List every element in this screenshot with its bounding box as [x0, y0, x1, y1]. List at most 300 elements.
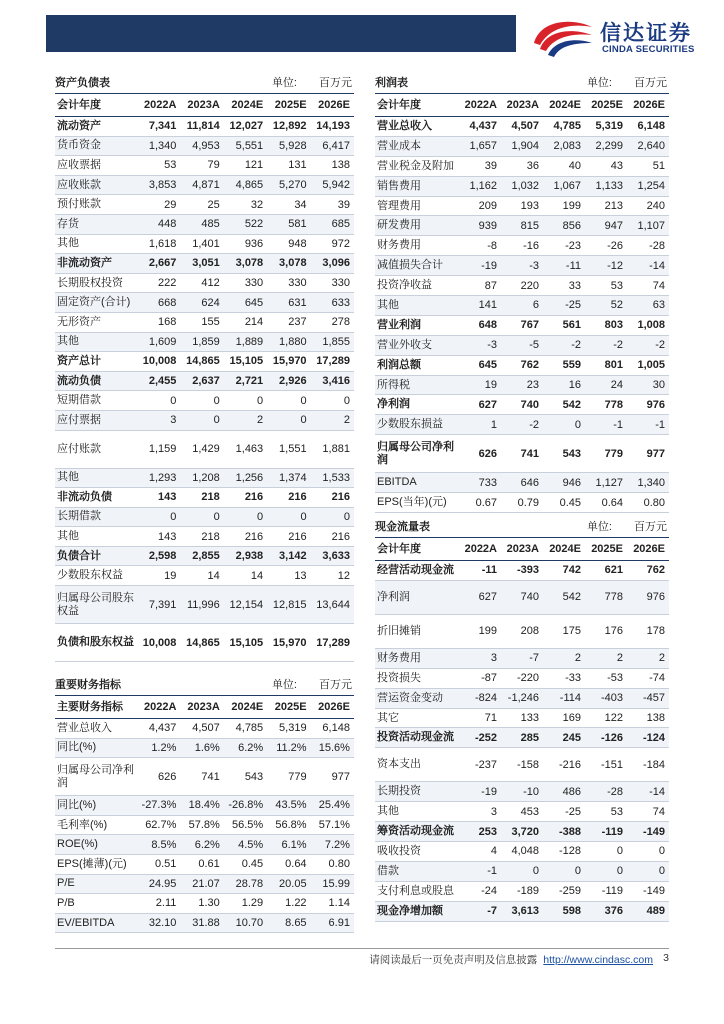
row-label: 少数股东损益 [377, 418, 443, 431]
row-value: 1.14 [328, 897, 350, 910]
table-row [375, 376, 669, 396]
header-year: 2024E [231, 99, 264, 111]
row-value: 2 [343, 414, 350, 427]
row-value: 24.95 [148, 877, 177, 890]
table-row [375, 802, 669, 822]
table-row [375, 902, 669, 922]
row-value: 4,953 [192, 139, 220, 152]
row-label: 现金净增加额 [377, 904, 443, 917]
header-label: 会计年度 [377, 542, 421, 555]
table-row [55, 254, 354, 274]
row-value: 11,996 [186, 598, 220, 611]
table-row [55, 137, 354, 157]
row-value: -128 [558, 845, 581, 858]
row-value: 43 [610, 160, 623, 173]
row-value: 19 [164, 569, 177, 582]
disclaimer-text: 请阅读最后一页免责声明及信息披露 [369, 954, 538, 966]
row-value: -119 [601, 825, 623, 838]
row-value: -2 [613, 339, 623, 352]
row-label: 货币资金 [57, 139, 101, 152]
table-row [55, 875, 354, 895]
row-value: 543 [244, 770, 264, 783]
unit-group [272, 74, 354, 90]
table-body [55, 719, 354, 933]
row-value: 56.5% [231, 819, 264, 832]
table-row [55, 855, 354, 875]
row-value: -16 [523, 239, 539, 252]
row-value: 685 [331, 218, 350, 231]
row-label: 少数股东权益 [57, 569, 123, 582]
row-label: 流动负债 [57, 374, 101, 387]
row-value: 4,785 [553, 120, 581, 133]
header-label: 主要财务指标 [57, 700, 123, 713]
row-value: -1 [655, 418, 665, 431]
row-value: 138 [331, 159, 350, 172]
row-label: 营业利润 [377, 318, 421, 331]
row-value: 2,667 [148, 257, 177, 270]
row-value: 74 [652, 279, 665, 292]
row-value: 199 [478, 625, 497, 638]
row-value: 3,416 [322, 375, 350, 388]
row-label: 归属母公司净利润 [57, 763, 134, 789]
row-label: 无形资产 [57, 315, 101, 328]
table-row [375, 709, 669, 729]
row-value: 12 [337, 569, 350, 582]
row-value: 213 [604, 200, 623, 212]
row-value: 141 [478, 299, 497, 312]
row-value: -7 [529, 652, 539, 665]
row-value: -126 [600, 731, 623, 744]
row-value: 8.65 [285, 917, 307, 930]
row-value: 0.45 [559, 496, 581, 509]
row-value: 6.2% [238, 741, 264, 754]
row-value: 1,401 [192, 237, 220, 250]
row-label: 资本支出 [377, 758, 421, 771]
table-row [375, 157, 669, 177]
website-link[interactable]: http://www.cindasc.com [543, 954, 653, 966]
row-label: 吸收投资 [377, 844, 421, 857]
row-value: 1,881 [322, 443, 350, 455]
row-label: 投资活动现金流 [377, 731, 454, 744]
row-value: 15,105 [229, 355, 264, 368]
header-year: 2025E [274, 701, 307, 713]
row-value: 4,507 [192, 722, 220, 735]
row-value: 3,633 [322, 550, 350, 563]
row-value: 168 [158, 316, 177, 329]
table-row [55, 176, 354, 196]
table-row [55, 313, 354, 333]
row-value: 0 [616, 845, 623, 858]
row-value: -87 [481, 672, 497, 685]
row-value: 30 [652, 379, 665, 392]
row-value: 1,133 [595, 180, 623, 193]
row-value: 1,067 [553, 180, 581, 193]
table-title: 重要财务指标 [55, 679, 121, 691]
row-label: 应付票据 [57, 413, 101, 426]
header-year: 2023A [187, 99, 220, 111]
row-value: 10,008 [142, 355, 177, 368]
row-value: 121 [244, 159, 264, 172]
row-value: 3,853 [148, 179, 177, 192]
row-label: 其它 [377, 711, 399, 724]
row-value: 14 [207, 569, 220, 582]
table-body [55, 117, 354, 662]
row-value: 3 [490, 652, 497, 665]
header-label: 会计年度 [57, 98, 101, 111]
row-value: -12 [607, 259, 623, 272]
row-value: -27.3% [141, 799, 177, 812]
row-value: 2.11 [155, 897, 177, 910]
row-value: 972 [331, 237, 350, 250]
header-year: 2022A [464, 543, 497, 555]
row-value: -114 [559, 692, 581, 705]
brand-name-cn: 信达证券 [600, 21, 692, 45]
table-row [55, 527, 354, 547]
row-value: 936 [244, 237, 264, 250]
row-value: 3,613 [511, 905, 539, 918]
row-value: 218 [201, 491, 220, 504]
cinda-logo-icon [530, 13, 596, 57]
row-value: 138 [646, 712, 665, 724]
row-value: 56.8% [275, 819, 307, 832]
row-value: 2,855 [192, 550, 220, 563]
row-value: 645 [478, 359, 497, 372]
row-value: 762 [520, 359, 539, 372]
table-row [55, 195, 354, 215]
row-value: 4,507 [511, 120, 539, 133]
row-value: 143 [158, 530, 177, 543]
row-value: 29 [164, 198, 177, 211]
cash-flow-table [375, 515, 669, 922]
row-value: 25.4% [318, 799, 350, 812]
row-value: 1,340 [148, 139, 177, 152]
row-label: 经营活动现金流 [377, 563, 454, 576]
row-value: 253 [478, 825, 497, 838]
header-year: 2022A [143, 701, 177, 713]
table-row [375, 561, 669, 581]
row-value: -151 [600, 758, 623, 771]
row-value: 193 [520, 200, 539, 212]
header-year: 2024E [231, 701, 264, 713]
row-value: 2,455 [148, 375, 177, 388]
row-value: 1,256 [235, 471, 264, 484]
row-label: P/E [57, 877, 75, 890]
row-label: 负债和股东权益 [57, 636, 134, 649]
row-value: 245 [562, 731, 581, 744]
row-value: 2 [616, 652, 623, 665]
row-value: 175 [562, 625, 581, 638]
row-label: 支付利息或股息 [377, 884, 454, 897]
row-value: 2 [658, 652, 665, 665]
brand-name-en: CINDA SECURITIES [602, 44, 695, 55]
header-year: 2024E [549, 99, 581, 111]
row-value: -216 [558, 758, 581, 771]
row-label: 非流动负债 [57, 490, 112, 503]
row-value: 71 [484, 712, 497, 724]
row-value: 1.6% [194, 741, 220, 754]
row-value: 51 [652, 160, 665, 173]
row-value: 131 [288, 159, 307, 172]
row-value: 0 [257, 510, 264, 523]
row-value: 627 [478, 398, 497, 411]
row-value: 10,008 [142, 636, 177, 649]
header-banner [46, 15, 516, 52]
row-value: 2,721 [235, 375, 264, 388]
row-value: 15,105 [229, 636, 264, 649]
row-value: 668 [158, 296, 177, 309]
row-label: 其他 [377, 298, 399, 311]
row-value: 485 [201, 218, 220, 231]
row-value: 0.45 [241, 858, 264, 871]
row-value: 1 [490, 418, 497, 431]
table-row [375, 581, 669, 615]
table-row [55, 624, 354, 662]
table-header-row [375, 94, 669, 117]
table-row [375, 316, 669, 336]
row-value: 0.67 [475, 496, 497, 509]
row-value: 1.2% [151, 741, 177, 754]
table-row [375, 669, 669, 689]
row-value: 0 [574, 418, 581, 431]
row-value: -7 [487, 905, 497, 918]
table-row [375, 782, 669, 802]
row-value: -1,246 [507, 692, 539, 705]
row-value: 53 [610, 279, 623, 292]
unit-label: 单位: [271, 77, 297, 89]
table-row [375, 493, 669, 513]
row-value: 18.4% [188, 799, 220, 812]
row-value: 12,892 [272, 120, 307, 133]
row-value: 25 [207, 198, 220, 211]
row-value: 1,463 [235, 443, 264, 455]
row-value: 143 [158, 491, 177, 504]
unit-group [587, 74, 669, 90]
row-value: 1,618 [148, 237, 177, 250]
table-row [55, 431, 354, 469]
row-value: 24 [610, 379, 623, 392]
table-row [55, 566, 354, 586]
row-value: 0 [300, 414, 307, 427]
row-value: 1,005 [637, 359, 665, 372]
row-value: 801 [604, 359, 623, 372]
row-value: 448 [158, 218, 177, 231]
table-row [375, 236, 669, 256]
row-value: 19 [484, 379, 497, 392]
table-header-row [55, 696, 354, 719]
row-value: 15,970 [272, 636, 307, 649]
row-label: 应收票据 [57, 158, 101, 171]
row-value: -457 [642, 692, 665, 705]
row-value: -189 [516, 885, 539, 898]
row-value: 581 [288, 218, 307, 231]
row-value: 740 [520, 591, 539, 604]
table-row [55, 117, 354, 137]
row-value: 542 [562, 398, 581, 411]
row-value: 216 [288, 491, 307, 504]
row-value: 815 [520, 219, 539, 232]
row-label: 流动资产 [57, 119, 101, 132]
table-row [55, 586, 354, 624]
income-statement-table [375, 71, 669, 513]
header-year: 2025E [591, 99, 623, 111]
row-value: 1,254 [637, 180, 665, 193]
row-value: 762 [646, 564, 665, 577]
row-value: 486 [562, 785, 581, 798]
table-row [55, 796, 354, 816]
unit-value: 百万元 [634, 77, 667, 89]
table-row [375, 216, 669, 236]
row-value: 3 [490, 805, 497, 818]
table-row [55, 469, 354, 489]
row-label: 其他 [57, 335, 79, 348]
table-row [55, 816, 354, 836]
row-label: 投资净收益 [377, 279, 432, 292]
unit-label: 单位: [586, 521, 612, 533]
unit-value: 百万元 [319, 77, 352, 89]
row-value: 17,289 [316, 636, 350, 649]
row-value: 0.80 [328, 858, 350, 871]
row-label: 财务费用 [377, 239, 421, 252]
header-year: 2022A [143, 99, 177, 111]
row-value: 222 [158, 277, 177, 290]
row-label: 应收账款 [57, 178, 101, 191]
table-body [375, 117, 669, 513]
row-label: 长期借款 [57, 510, 101, 523]
row-value: 169 [562, 712, 581, 724]
table-header-row [55, 94, 354, 117]
row-value: 53 [164, 159, 177, 172]
row-value: 13 [294, 569, 307, 582]
row-value: 2,637 [192, 375, 220, 388]
row-value: 7.2% [324, 838, 350, 851]
row-label: 其他 [57, 237, 79, 250]
table-row [375, 117, 669, 137]
row-value: 733 [478, 476, 497, 489]
row-value: -11 [481, 564, 497, 577]
header-year: 2024E [549, 543, 581, 555]
row-value: 43.5% [275, 799, 307, 812]
row-value: 6.1% [281, 838, 307, 851]
row-value: 33 [568, 279, 581, 292]
row-value: -259 [558, 885, 581, 898]
row-value: 778 [604, 398, 623, 411]
table-title-row [55, 673, 354, 696]
row-label: EPS(摊薄)(元) [57, 857, 127, 870]
row-label: 筹资活动现金流 [377, 825, 454, 838]
header-year: 2026E [318, 99, 350, 111]
row-value: 0 [300, 510, 307, 523]
row-value: 1,159 [148, 443, 177, 455]
row-value: 23 [526, 379, 539, 392]
table-row [375, 728, 669, 748]
unit-group [587, 518, 669, 534]
header-year: 2026E [633, 99, 665, 111]
row-value: 4.5% [238, 838, 264, 851]
row-value: -220 [516, 672, 539, 685]
row-value: -25 [565, 299, 581, 312]
row-value: 216 [244, 530, 264, 543]
row-value: 4,048 [511, 845, 539, 858]
row-value: 939 [478, 219, 497, 232]
row-value: -14 [649, 259, 665, 272]
row-value: 0 [300, 394, 307, 407]
row-value: 15,970 [272, 355, 307, 368]
unit-value: 百万元 [634, 521, 667, 533]
row-value: 8.5% [151, 838, 177, 851]
row-value: 62.7% [145, 819, 177, 832]
row-value: 1,880 [279, 335, 307, 348]
row-value: 778 [604, 591, 623, 604]
row-label: 归属母公司股东权益 [57, 591, 134, 617]
row-value: 53 [610, 805, 623, 818]
row-label: 营运资金变动 [377, 691, 443, 704]
row-value: 948 [288, 237, 307, 250]
row-value: 0 [213, 510, 220, 523]
row-value: 6,148 [637, 120, 665, 133]
row-label: EPS(当年)(元) [377, 496, 447, 509]
table-row [375, 689, 669, 709]
row-value: -33 [565, 672, 581, 685]
row-value: 2,299 [595, 140, 623, 153]
table-title-row [55, 71, 354, 94]
row-value: 57.1% [318, 819, 350, 832]
row-value: 627 [478, 591, 497, 604]
row-value: -393 [516, 564, 539, 577]
table-row [375, 137, 669, 157]
row-label: 营业成本 [377, 139, 421, 152]
table-row [375, 296, 669, 316]
row-value: 3,051 [192, 257, 220, 270]
row-value: 0 [658, 865, 665, 878]
row-label: 营业外收支 [377, 338, 432, 351]
row-value: -25 [565, 805, 581, 818]
row-value: 28.78 [235, 877, 264, 890]
row-value: 14 [250, 569, 264, 582]
row-value: 740 [520, 398, 539, 411]
row-value: 5,942 [322, 179, 350, 192]
row-value: 155 [201, 316, 220, 329]
table-row [55, 235, 354, 255]
row-value: 977 [331, 770, 350, 783]
table-title: 现金流量表 [375, 521, 430, 533]
row-value: 856 [562, 219, 581, 232]
row-value: 218 [201, 530, 220, 543]
row-value: 3,720 [511, 825, 539, 838]
row-label: 其他 [57, 471, 79, 484]
row-value: 1,340 [637, 476, 665, 489]
row-value: 1,533 [322, 471, 350, 484]
table-row [55, 391, 354, 411]
row-value: 2,083 [553, 140, 581, 153]
row-label: 固定资产(合计) [57, 296, 131, 309]
page-footer [55, 948, 669, 967]
row-value: 208 [520, 625, 539, 638]
row-value: -158 [516, 758, 539, 771]
row-value: 1,008 [637, 319, 665, 332]
table-row [55, 156, 354, 176]
row-value: 176 [604, 625, 623, 638]
row-label: 长期股权投资 [57, 276, 123, 289]
row-value: -184 [642, 758, 665, 771]
row-value: 39 [337, 198, 350, 211]
table-row [375, 356, 669, 376]
row-value: 1,855 [322, 335, 350, 348]
row-value: 1,889 [235, 335, 264, 348]
row-value: 214 [244, 316, 264, 329]
header-year: 2026E [318, 701, 350, 713]
table-title: 资产负债表 [55, 77, 110, 89]
row-value: 1,208 [192, 471, 220, 484]
